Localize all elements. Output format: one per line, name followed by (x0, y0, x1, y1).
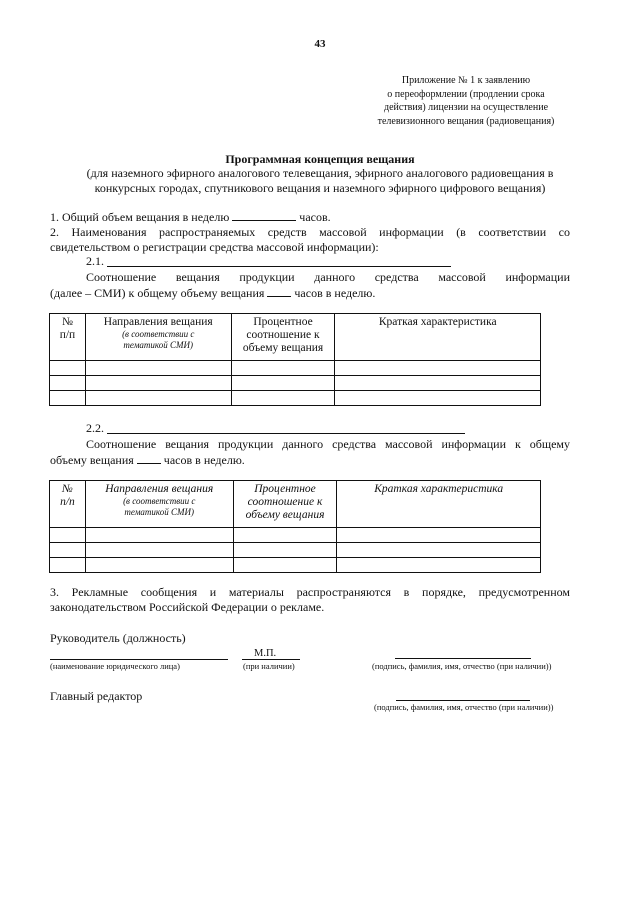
table-cell[interactable] (50, 361, 86, 376)
col-direction-sub: (в соответствии с (123, 496, 196, 506)
table-cell[interactable] (233, 543, 337, 558)
chief-editor-label: Главный редактор (50, 689, 143, 703)
table-cell[interactable] (233, 528, 337, 543)
ratio-hours-blank (137, 453, 161, 464)
table-cell[interactable] (231, 391, 335, 406)
table-cell[interactable] (335, 391, 541, 406)
table-cell[interactable] (50, 558, 86, 573)
table-cell[interactable] (335, 376, 541, 391)
table-cell[interactable] (337, 543, 541, 558)
col-percent-line: объему вещания (245, 509, 325, 521)
col-percent-line: Процентное (253, 316, 313, 328)
weekly-hours-blank (232, 210, 296, 221)
item-3-line-2: законодательством Российской Федерации о рекламе. (50, 600, 325, 614)
table-1 (49, 313, 541, 406)
table-header-row (50, 481, 541, 528)
document-title: Программная концепция вещания (225, 152, 415, 166)
table-cell[interactable] (85, 376, 231, 391)
table-cell[interactable] (337, 528, 541, 543)
sub-2-2-ratio-line-1: Соотношение вещания продукции данного средства массовой информации к общему (86, 437, 570, 451)
org-name-line (50, 659, 228, 660)
col-direction-sub: тематикой СМИ) (123, 340, 194, 350)
col-percent-line: объему вещания (242, 342, 324, 354)
table-cell[interactable] (85, 543, 233, 558)
col-number-line: п/п (59, 329, 76, 341)
col-direction-title: Направления вещания (103, 316, 213, 328)
table-cell[interactable] (231, 376, 335, 391)
head-signature-caption: (подпись, фамилия, имя, отчество (при наличии)) (372, 661, 552, 671)
col-description-title: Краткая характеристика (374, 483, 504, 495)
table-cell[interactable] (50, 391, 86, 406)
ratio-hours-blank (267, 286, 291, 297)
ratio-suffix: часов в неделю. (294, 286, 376, 300)
col-number-line: п/п (60, 496, 75, 508)
head-position-label: Руководитель (должность) (50, 631, 186, 645)
table-2 (49, 480, 541, 573)
table-cell[interactable] (335, 361, 541, 376)
subtitle-line: (для наземного эфирного аналогового телевещания, эфирного аналогового радиовещания в (86, 166, 554, 180)
col-number-header (50, 481, 86, 528)
col-percent-header (233, 481, 337, 528)
col-direction-header (85, 314, 231, 361)
appendix-line: о переоформлении (продлении срока (387, 88, 545, 100)
item-2-line-2: свидетельством о регистрации средства массовой информации): (50, 240, 379, 254)
col-number-line: № (61, 316, 73, 328)
appendix-header (346, 74, 586, 128)
table-cell[interactable] (85, 528, 233, 543)
col-direction-header (85, 481, 233, 528)
sub-2-2-label: 2.2. (86, 421, 104, 435)
mp-label: М.П. (254, 648, 277, 659)
appendix-line: действия) лицензии на осуществление (383, 102, 549, 113)
media-name-blank (107, 433, 465, 434)
col-percent-line: соотношение к (246, 329, 320, 341)
item-1 (50, 210, 580, 225)
head-signature-line (395, 658, 531, 659)
sub-2-1-ratio-line-2 (50, 286, 570, 301)
col-percent-line: соотношение к (247, 496, 323, 508)
table-row (50, 361, 541, 376)
editor-signature-caption: (подпись, фамилия, имя, отчество (при наличии)) (374, 702, 554, 712)
table-cell[interactable] (85, 361, 231, 376)
col-direction-sub: тематикой СМИ) (124, 507, 195, 517)
table-row (50, 528, 541, 543)
org-name-caption: (наименование юридического лица) (50, 661, 180, 671)
ratio-text: объему вещания (50, 453, 134, 467)
item-2-line-1: 2. Наименования распространяемых средств массовой информации (в соответствии со (50, 225, 570, 239)
table-row (50, 376, 541, 391)
table-cell[interactable] (85, 391, 231, 406)
ratio-suffix: часов в неделю. (163, 453, 245, 467)
sub-2-1-label: 2.1. (86, 254, 104, 268)
col-direction-title: Направления вещания (105, 483, 214, 495)
table-row (50, 543, 541, 558)
table-cell[interactable] (85, 558, 233, 573)
item-1-suffix: часов. (299, 210, 331, 224)
col-percent-header (231, 314, 335, 361)
mp-caption: (при наличии) (243, 661, 295, 671)
appendix-line: телевизионного вещания (радиовещания) (377, 115, 555, 127)
document-subtitle (60, 166, 580, 195)
item-1-text: 1. Общий объем вещания в неделю (50, 210, 230, 224)
table-row (50, 391, 541, 406)
item-3-line-1: 3. Рекламные сообщения и материалы распространяются в порядке, предусмотренном (50, 585, 570, 599)
col-number-header (50, 314, 86, 361)
col-description-header (337, 481, 541, 528)
col-description-title: Краткая характеристика (378, 316, 497, 328)
col-description-header (335, 314, 541, 361)
table-cell[interactable] (50, 528, 86, 543)
table-cell[interactable] (50, 376, 86, 391)
subtitle-line: конкурсных городах, спутникового вещания и наземного эфирного цифрового вещания) (94, 180, 546, 195)
table-cell[interactable] (233, 558, 337, 573)
table-cell[interactable] (50, 543, 86, 558)
col-number-line: № (62, 483, 73, 495)
sub-2-1-ratio-line-1: Соотношение вещания продукции данного средства массовой информации (86, 270, 570, 284)
stamp-line (242, 659, 300, 660)
editor-signature-line (396, 700, 530, 701)
table-header-row (50, 314, 541, 361)
table-row (50, 558, 541, 573)
table-cell[interactable] (337, 558, 541, 573)
col-percent-line: Процентное (254, 483, 316, 495)
ratio-text: (далее – СМИ) к общему объему вещания (50, 286, 265, 300)
media-name-blank (107, 266, 451, 267)
table-cell[interactable] (231, 361, 335, 376)
sub-2-2-ratio-line-2 (50, 453, 570, 468)
page-number: 43 (314, 38, 326, 50)
col-direction-sub: (в соответствии с (122, 329, 195, 339)
appendix-line: Приложение № 1 к заявлению (401, 75, 531, 86)
